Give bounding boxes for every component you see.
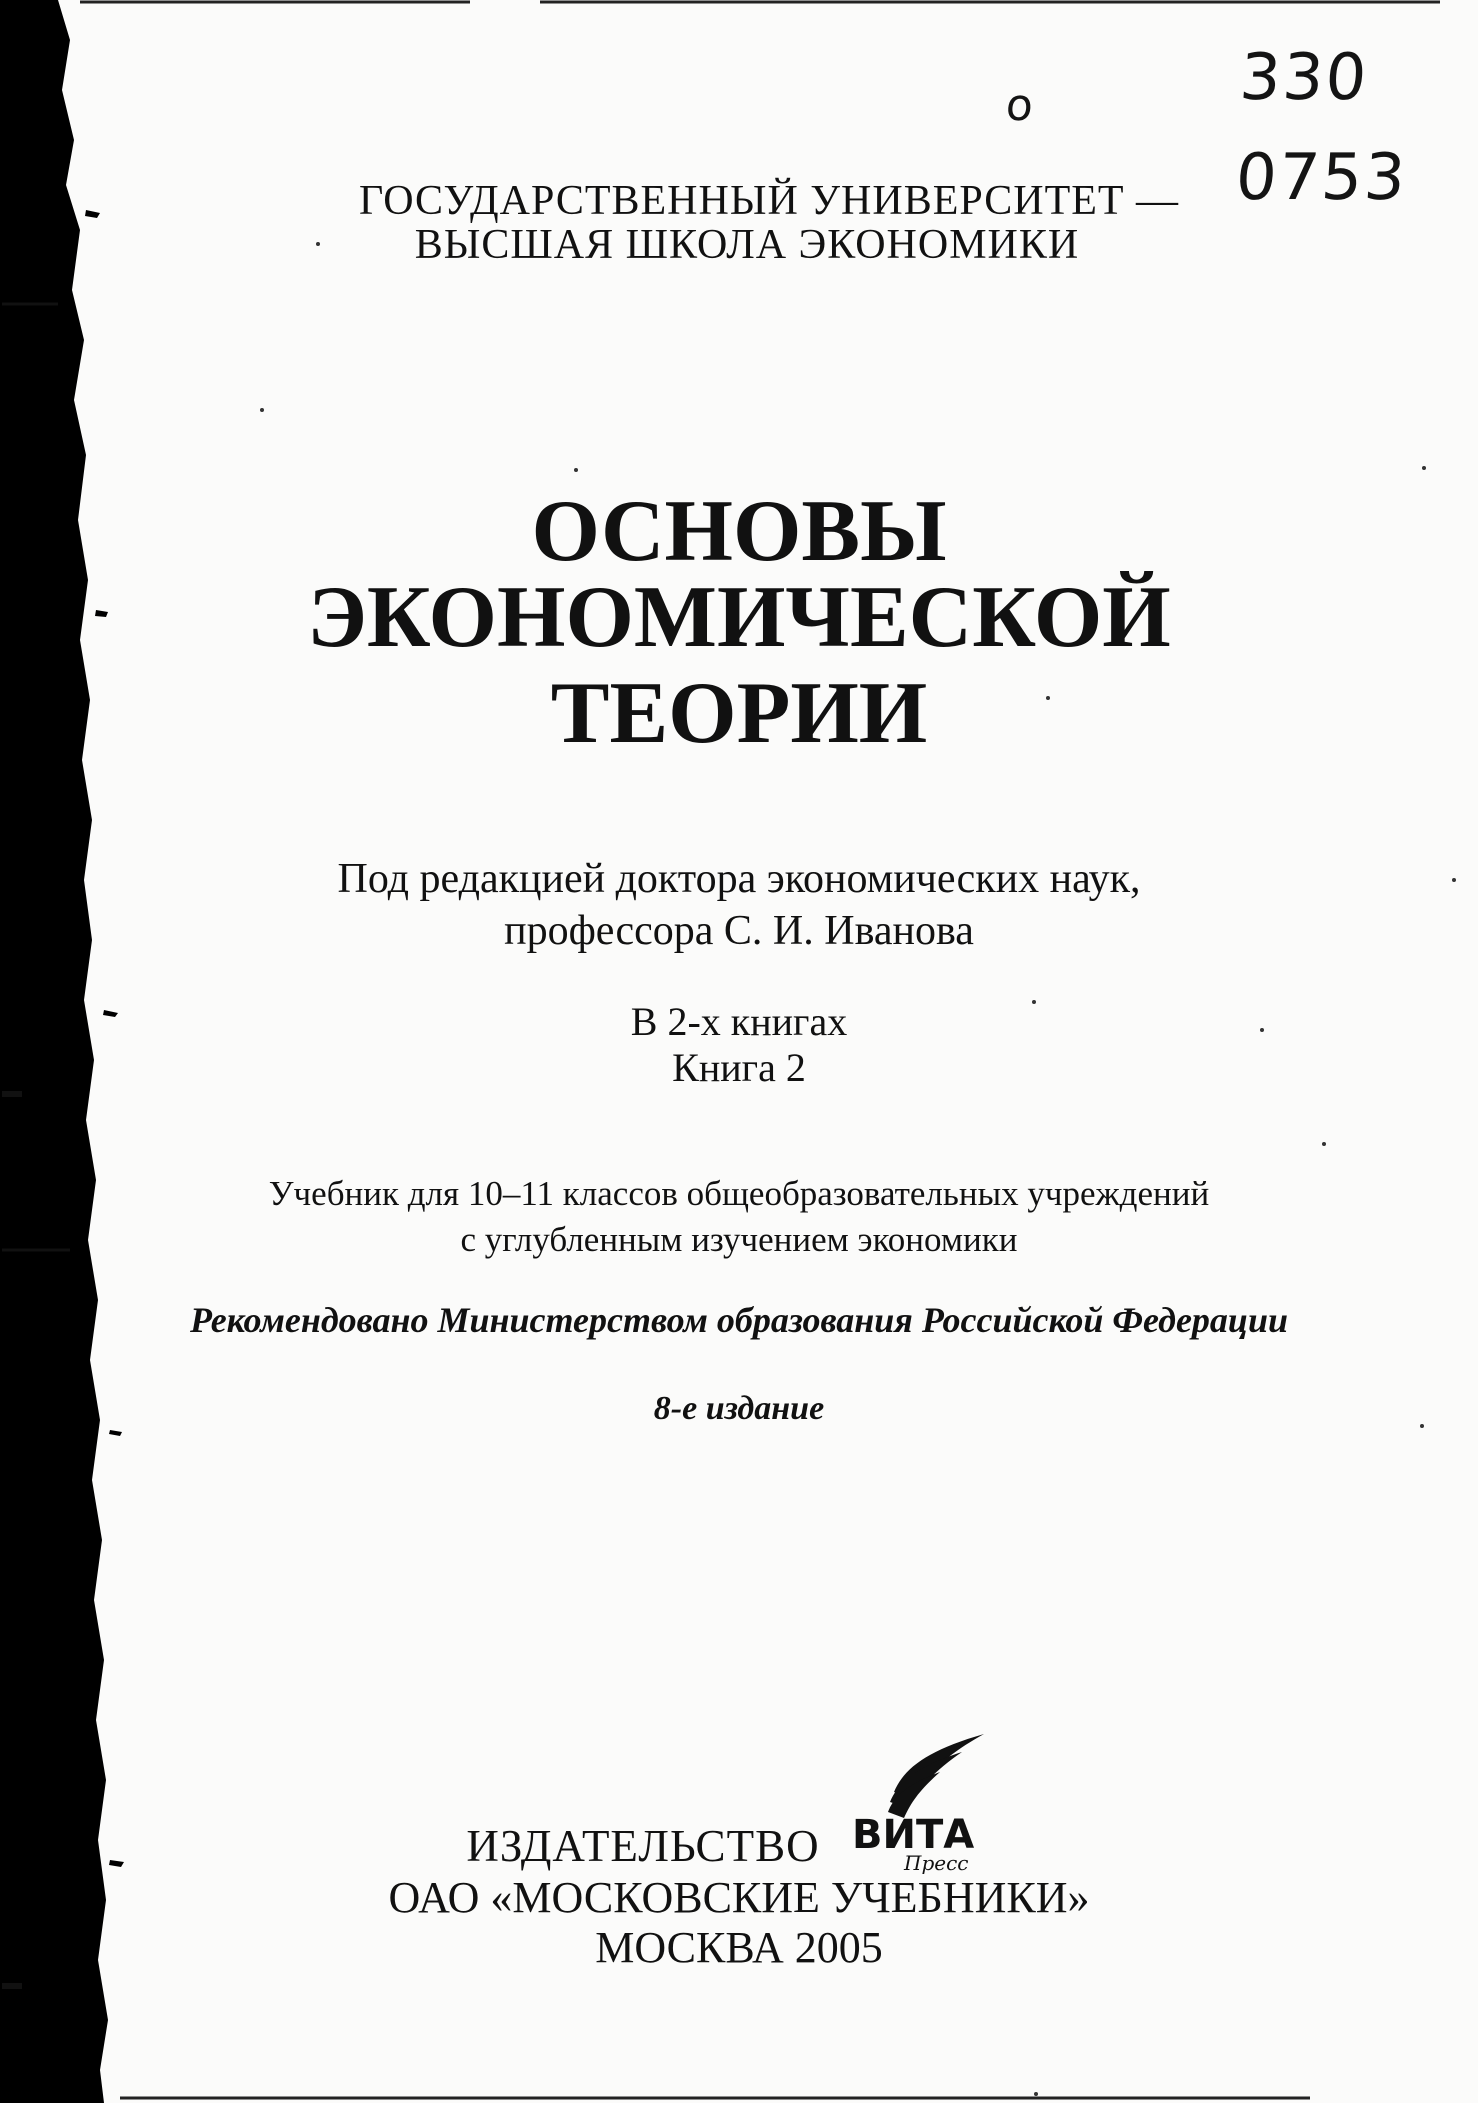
publisher-prefix: ИЗДАТЕЛЬСТВО bbox=[466, 1820, 820, 1871]
volume-book: Книга 2 bbox=[672, 1045, 806, 1090]
handwritten-code-bottom: 0753 bbox=[1233, 141, 1410, 215]
handwritten-code-top: 330 bbox=[1237, 41, 1371, 115]
editor-line-2: профессора С. И. Иванова bbox=[504, 908, 974, 954]
publisher-logo bbox=[844, 1726, 1012, 1876]
recommendation: Рекомендовано Министерством образования Российской Федерации bbox=[190, 1300, 1288, 1340]
dust-speck bbox=[1422, 466, 1426, 470]
title-line-3: ТЕОРИИ bbox=[550, 665, 928, 762]
dust-speck bbox=[574, 468, 578, 472]
purpose-line-2: с углубленным изучением экономики bbox=[460, 1220, 1018, 1259]
handwritten-mark: o bbox=[1004, 80, 1037, 131]
edition: 8-е издание bbox=[653, 1390, 825, 1427]
editor-line-1: Под редакцией доктора экономических наук, bbox=[337, 856, 1141, 902]
dust-speck bbox=[1322, 1142, 1326, 1146]
title-line-2: ЭКОНОМИЧЕСКОЙ bbox=[307, 569, 1171, 666]
logo-subtext: Пресс bbox=[903, 1851, 969, 1875]
purpose-line-1: Учебник для 10–11 классов общеобразовательных учреждений bbox=[268, 1174, 1210, 1213]
header-line-1: ГОСУДАРСТВЕННЫЙ УНИВЕРСИТЕТ — bbox=[358, 178, 1180, 224]
header-line-2: ВЫСШАЯ ШКОЛА ЭКОНОМИКИ bbox=[414, 222, 1080, 268]
dust-speck bbox=[260, 408, 264, 412]
publisher-row bbox=[0, 1812, 1478, 1876]
title-line-1: ОСНОВЫ bbox=[531, 483, 947, 580]
logo-text: ВИТА bbox=[851, 1812, 974, 1858]
dust-speck bbox=[1034, 2092, 1038, 2096]
publisher-company: ОАО «МОСКОВСКИЕ УЧЕБНИКИ» bbox=[388, 1873, 1090, 1922]
publisher-city-year: МОСКВА 2005 bbox=[595, 1923, 883, 1972]
volume-series: В 2-х книгах bbox=[630, 999, 848, 1044]
